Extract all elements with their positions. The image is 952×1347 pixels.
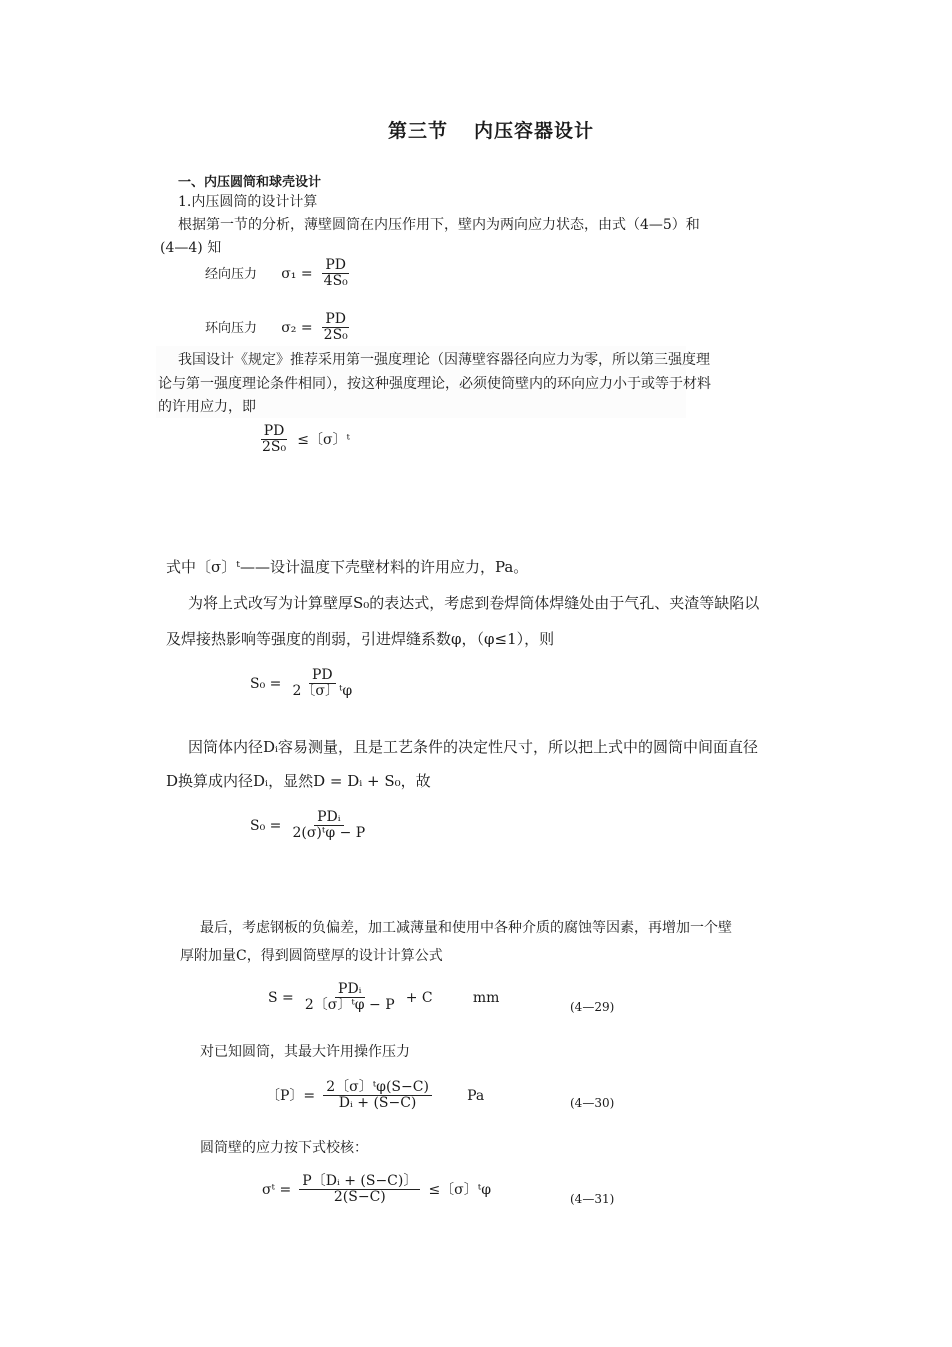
paragraph-line: 及焊接热影响等强度的削弱，引进焊缝系数φ，（φ≤1），则: [166, 630, 555, 648]
equation-hoop-stress: [205, 312, 354, 343]
equation-rhs: ≤〔σ〕ᵗ: [297, 432, 350, 448]
paragraph-line: 的许用应力，即: [158, 399, 256, 415]
equation-tail: + C: [405, 990, 433, 1006]
equation-rhs: ≤〔σ〕ᵗφ: [428, 1182, 491, 1198]
equation-lhs: 〔P〕=: [266, 1088, 316, 1104]
fraction-numerator: 2〔σ〕ᵗφ(S−C): [323, 1080, 432, 1096]
paragraph-line: 论与第一强度理论条件相同），按这种强度理论，必须使筒壁内的环向应力小于或等于材料: [158, 376, 711, 392]
paragraph-line: 根据第一节的分析，薄壁圆筒在内压作用下，壁内为两向应力状态，由式（4—5）和: [178, 217, 700, 233]
equation-label: 环向压力: [205, 321, 258, 336]
paragraph-line: 我国设计《规定》推荐采用第一强度理论（因薄壁容器径向应力为零，所以第三强度理: [178, 352, 710, 368]
title-text: 内压容器设计: [474, 120, 595, 142]
fraction: [289, 810, 368, 841]
equation-4-30: [266, 1080, 484, 1111]
fraction-numerator: PDᵢ: [335, 982, 364, 998]
fraction: [289, 668, 355, 699]
equation-unit: Pa: [467, 1088, 485, 1104]
fraction: [302, 982, 398, 1013]
page-title: [388, 116, 594, 143]
fraction-denominator: Dᵢ + (S−C): [338, 1095, 417, 1111]
fraction: [323, 1080, 432, 1111]
equation-lhs: S₀ =: [250, 818, 282, 834]
equation-label: 经向压力: [205, 267, 258, 282]
equation-lhs: σ₁ =: [281, 266, 313, 282]
equation-number: (4—31): [570, 1192, 615, 1206]
equation-4-31: [262, 1174, 491, 1205]
equation-number: (4—30): [570, 1096, 615, 1110]
equation-thickness-s0: [250, 668, 358, 699]
section-heading: 一、内压圆筒和球壳设计: [178, 175, 322, 190]
equation-unit: mm: [472, 990, 500, 1006]
paragraph-line: 厚附加量C，得到圆筒壁厚的设计计算公式: [180, 948, 443, 964]
equation-strength-condition: [256, 424, 350, 455]
fraction-numerator: P〔Dᵢ + (S−C)〕: [299, 1174, 420, 1190]
fraction-denominator: 2〔σ〕ᵗφ: [292, 683, 353, 699]
paragraph-line: 式中〔σ〕ᵗ——设计温度下壳壁材料的许用应力，Pa。: [166, 558, 529, 576]
equation-lhs: S₀ =: [250, 676, 282, 692]
paragraph-line: 最后，考虑钢板的负偏差，加工减薄量和使用中各种介质的腐蚀等因素，再增加一个壁: [200, 920, 732, 936]
fraction-denominator: 2S₀: [262, 439, 287, 455]
fraction-numerator: PD: [322, 258, 349, 274]
fraction-denominator: 4S₀: [323, 273, 348, 289]
fraction-denominator: 2S₀: [323, 327, 348, 343]
fraction-numerator: PDᵢ: [314, 810, 343, 826]
fraction: [321, 258, 351, 289]
equation-thickness-s0-inner: [250, 810, 371, 841]
paragraph-line: 为将上式改写为计算壁厚S₀的表达式，考虑到卷焊筒体焊缝处由于气孔、夹渣等缺陷以: [188, 594, 760, 612]
fraction: [259, 424, 289, 455]
equation-lhs: σᵗ =: [262, 1182, 292, 1198]
equation-lhs: σ₂ =: [281, 320, 313, 336]
title-section-number: 第三节: [388, 120, 449, 142]
paragraph-line: 圆筒壁的应力按下式校核：: [200, 1140, 368, 1156]
equation-axial-stress: [205, 258, 354, 289]
paragraph-line: D换算成内径Dᵢ，显然D = Dᵢ + S₀，故: [166, 772, 431, 790]
paragraph-line: 对已知圆筒，其最大许用操作压力: [200, 1044, 410, 1060]
fraction-denominator: 2(σ)ᵗφ − P: [292, 825, 366, 841]
equation-number: (4—29): [570, 1000, 615, 1014]
fraction-numerator: PD: [261, 424, 288, 440]
fraction-denominator: 2〔σ〕ᵗφ − P: [304, 997, 395, 1013]
fraction: [299, 1174, 420, 1205]
equation-lhs: S =: [268, 990, 294, 1006]
paragraph-line: (4—4) 知: [160, 240, 222, 256]
fraction-denominator: 2(S−C): [333, 1189, 386, 1205]
fraction-numerator: PD: [309, 668, 336, 684]
paragraph-line: 因筒体内径Dᵢ容易测量，且是工艺条件的决定性尺寸，所以把上式中的圆筒中间面直径: [188, 738, 759, 756]
equation-4-29: [268, 982, 499, 1013]
subsection-heading: 1.内压圆筒的设计计算: [178, 194, 318, 210]
fraction-numerator: PD: [322, 312, 349, 328]
fraction: [321, 312, 351, 343]
